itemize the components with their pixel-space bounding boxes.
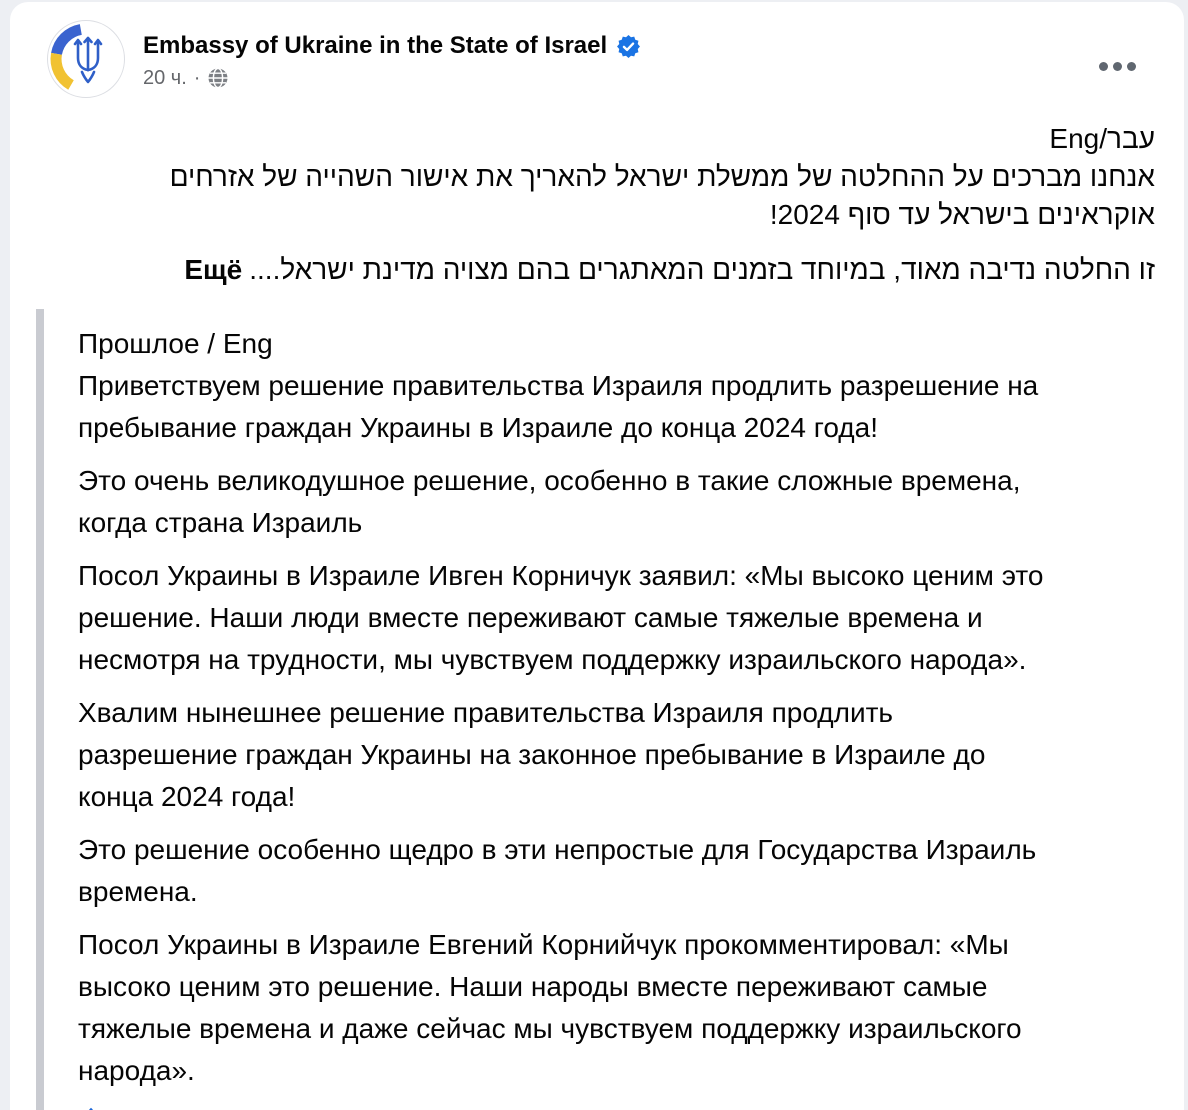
quote-text-line: тяжелые времена и даже сейчас мы чувствуем поддержку израильского <box>78 1013 1022 1044</box>
quote-text-line: высоко ценим это решение. Наши народы вместе переживают самые <box>78 971 988 1002</box>
quote-text-line: Посол Украины в Израиле Евгений Корнийчук прокомментировал: «Мы <box>78 929 1009 960</box>
quote-text-line: несмотря на трудности, мы чувствуем поддержку израильского народа». <box>78 644 1027 675</box>
ellipsis-dot <box>1127 62 1136 71</box>
post-text-truncated-line <box>36 251 1155 289</box>
quote-paragraph <box>78 555 1155 681</box>
quote-paragraph <box>78 692 1155 818</box>
quote-paragraph <box>78 460 1155 544</box>
truncated-text: זו החלטה נדיבה מאוד, במיוחד בזמנים המאתגרים בהם מצויה מדינת ישראל.... <box>249 254 1155 285</box>
quote-text-line: Это очень великодушное решение, особенно в такие сложные времена, <box>78 465 1021 496</box>
header-meta <box>143 20 641 91</box>
post-card <box>10 2 1184 1110</box>
quote-text-line: времена. <box>78 876 198 907</box>
hebrew-text-line: עבר/Eng <box>1049 123 1155 154</box>
quote-text-line: конца 2024 года! <box>78 781 296 812</box>
quote-text-line: когда страна Израиль <box>78 507 363 538</box>
quote-text-line: народа». <box>78 1055 195 1086</box>
post-text-hebrew <box>36 120 1155 234</box>
post-timestamp[interactable]: 20 ч. <box>143 67 187 89</box>
ukraine-trident-logo <box>47 20 125 98</box>
hebrew-text-line: אוקראינים בישראל עד סוף 2024! <box>769 199 1155 230</box>
quote-text-line: Посол Украины в Израиле Ивген Корничук заявил: «Мы высоко ценим это <box>78 560 1044 591</box>
hidden-next-line-teaser <box>78 1103 1155 1110</box>
quote-text-line: решение. Наши люди вместе переживают самые тяжелые времена и <box>78 602 983 633</box>
page-avatar[interactable] <box>47 20 125 98</box>
quote-text-line: Это решение особенно щедро в эти непростые для Государства Израиль <box>78 834 1037 865</box>
post-header <box>10 2 1184 98</box>
verified-badge-icon <box>616 34 641 59</box>
quote-paragraph <box>78 924 1155 1092</box>
quote-text-line: Хвалим нынешнее решение правительства Израиля продлить <box>78 697 894 728</box>
ellipsis-dot <box>1113 62 1122 71</box>
quote-paragraph <box>78 323 1155 449</box>
quote-text-line: пребывание граждан Украины в Израиле до конца 2024 года! <box>78 412 878 443</box>
hebrew-text-line: אנחנו מברכים על ההחלטה של ממשלת ישראל להאריך את אישור השהייה של אזרחים <box>169 161 1155 192</box>
quoted-text-block <box>36 309 1155 1110</box>
more-options-button[interactable] <box>1093 56 1142 77</box>
meta-separator: · <box>193 67 201 89</box>
quote-text-line: разрешение граждан Украины на законное пребывание в Израиле до <box>78 739 986 770</box>
post-meta-row <box>143 65 641 91</box>
quote-paragraphs <box>78 323 1155 1092</box>
quote-text-line: Прошлое / Eng <box>78 328 273 359</box>
quote-paragraph <box>78 829 1155 913</box>
page-name-link[interactable]: Embassy of Ukraine in the State of Israel <box>143 32 608 59</box>
post-body <box>36 120 1155 1110</box>
quote-text-line: Приветствуем решение правительства Израиля продлить разрешение на <box>78 370 1039 401</box>
globe-privacy-icon <box>207 67 229 89</box>
see-more-link[interactable]: Ещё <box>184 254 243 285</box>
ellipsis-dot <box>1099 62 1108 71</box>
